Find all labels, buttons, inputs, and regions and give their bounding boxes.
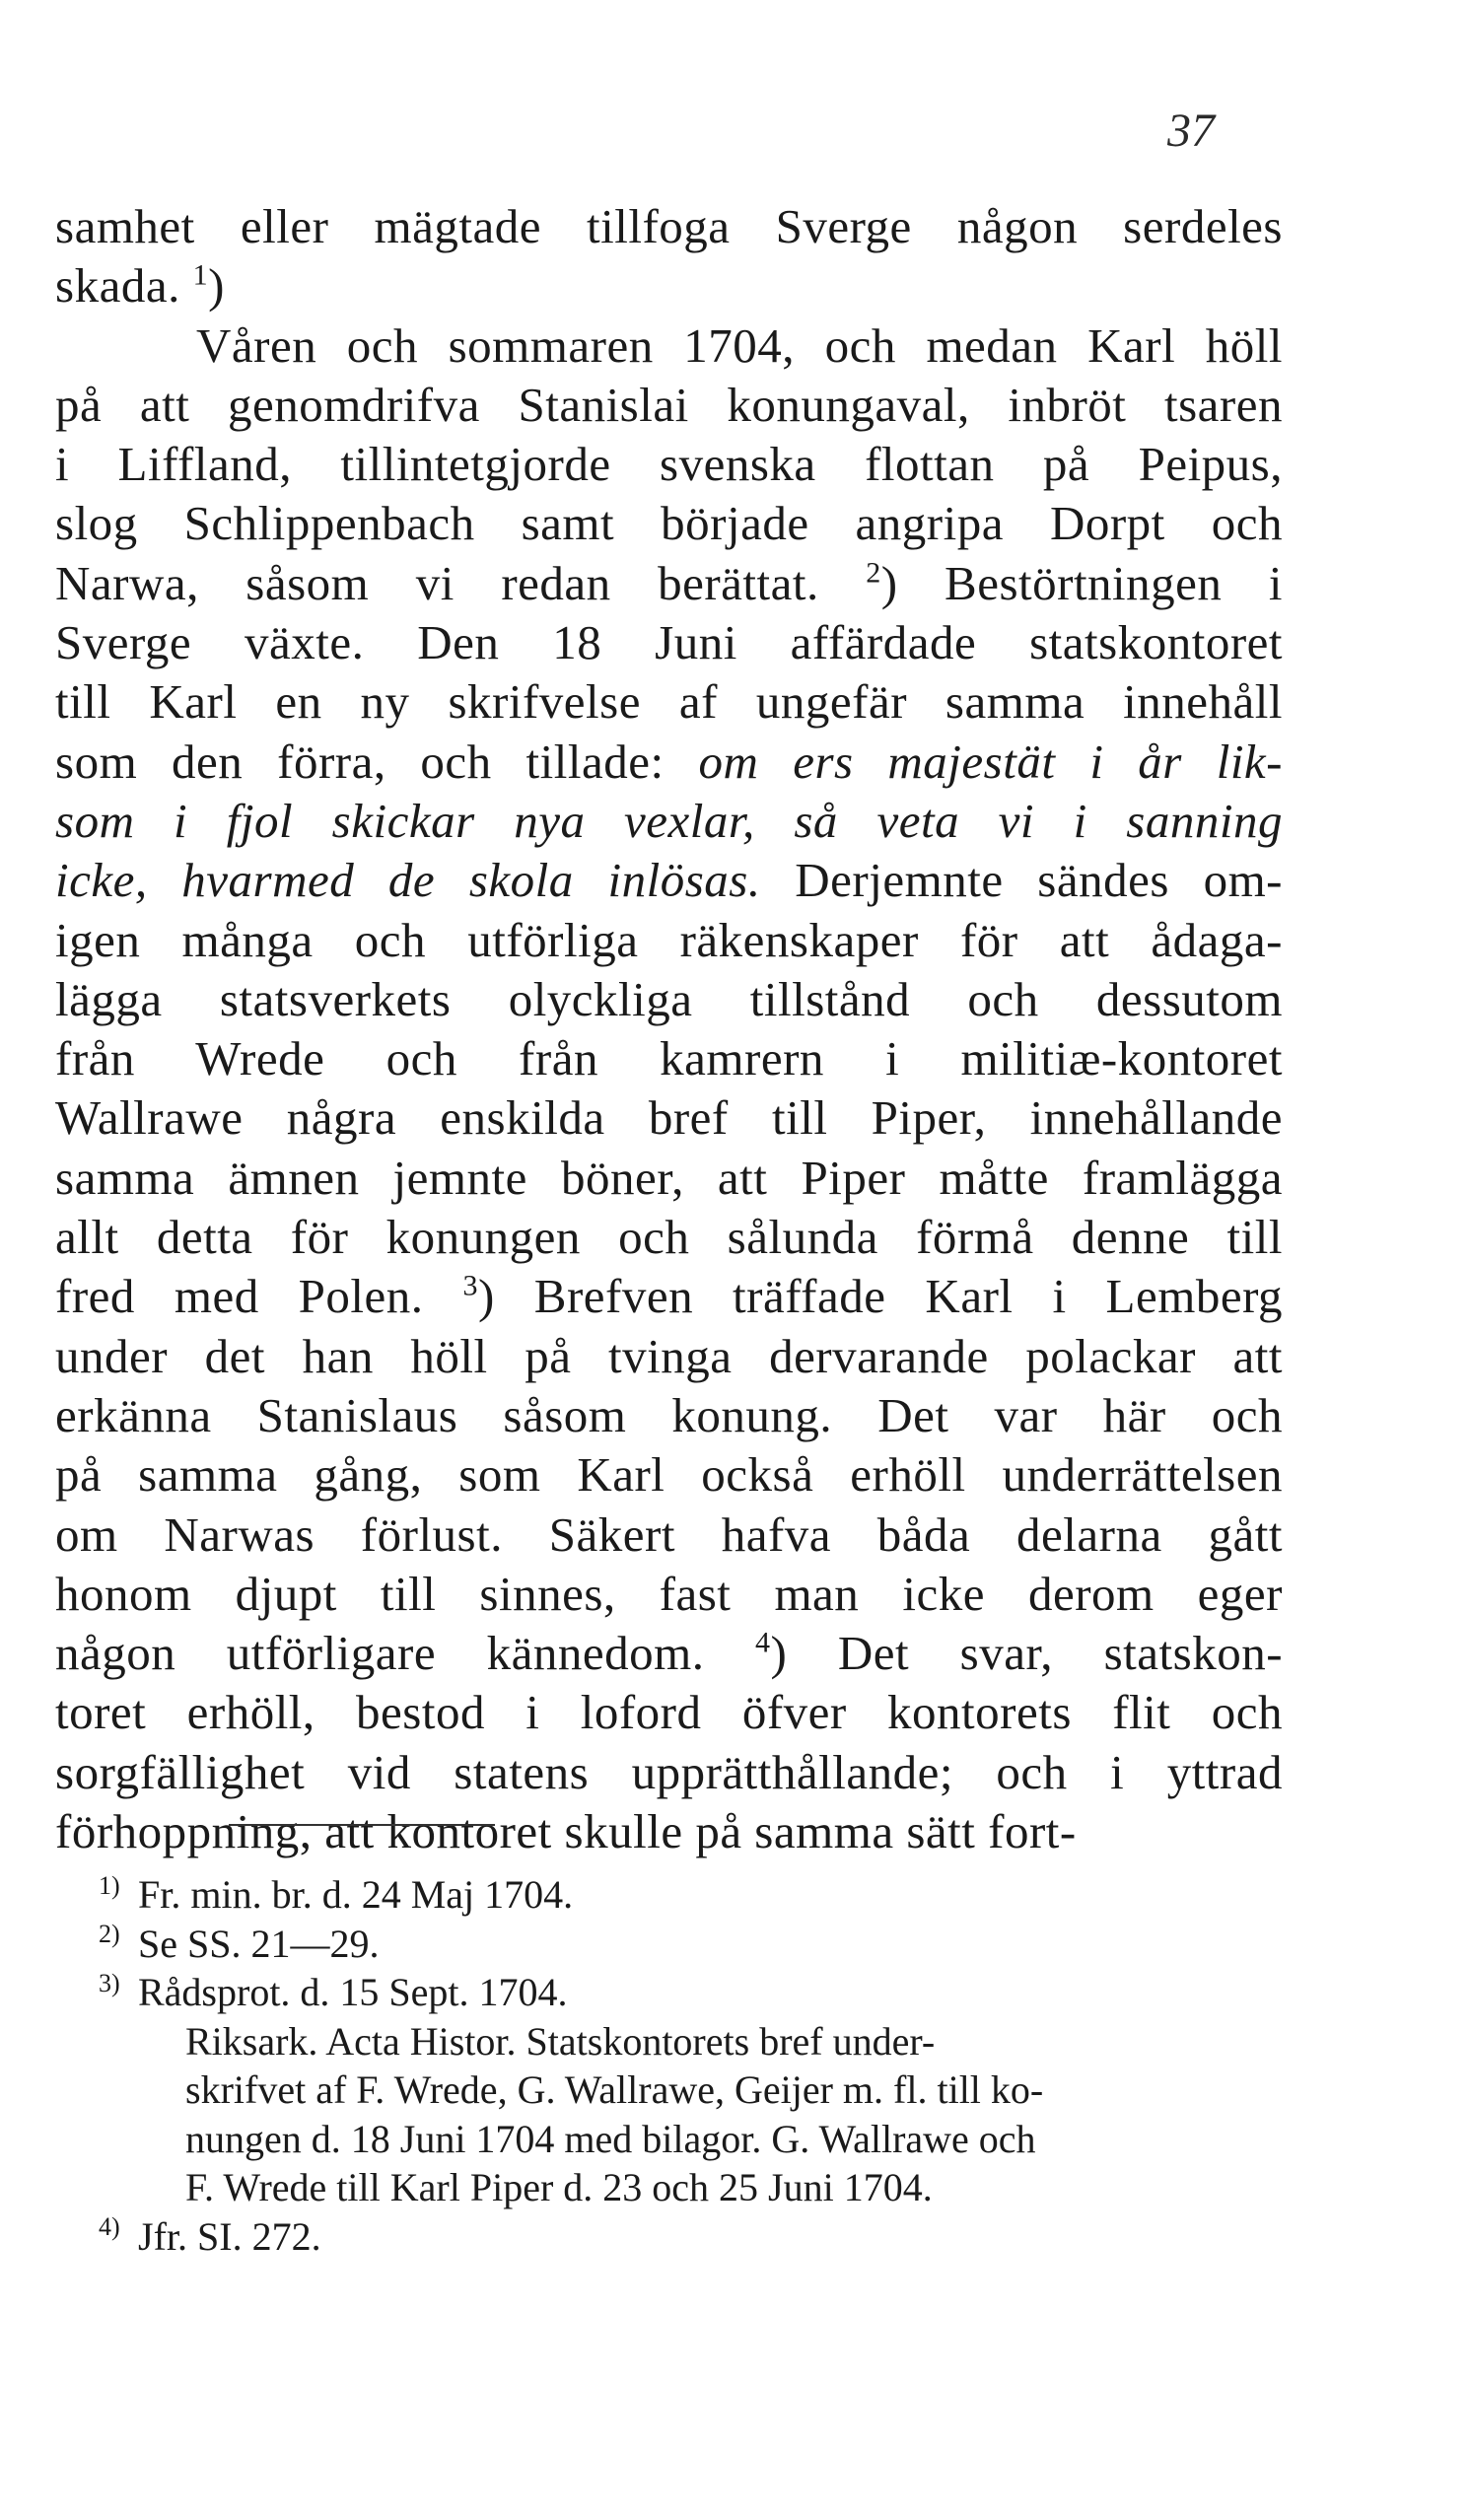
text-line bbox=[55, 197, 1283, 256]
text-segment: på att genomdrifva Stanislai konungaval, inbröt tsaren bbox=[55, 377, 1283, 432]
footnote-text: skrifvet af F. Wrede, G. Wallrawe, Geijer m. fl. till ko- bbox=[185, 2067, 1044, 2112]
text-line bbox=[55, 1624, 1283, 1683]
text-segment: på samma gång, som Karl också erhöll underrättelsen bbox=[55, 1447, 1283, 1503]
text-segment: ) Det svar, statskon- bbox=[770, 1626, 1284, 1681]
text-line bbox=[55, 376, 1283, 435]
footnote-ref: 1 bbox=[192, 258, 209, 292]
text-segment: igen många och utförliga räkenskaper för att ådaga- bbox=[55, 912, 1283, 967]
quotation: som i fjol skickar nya vexlar, så veta vi i sanning bbox=[55, 793, 1283, 848]
text-line bbox=[55, 792, 1283, 851]
text-line bbox=[55, 316, 1283, 376]
footnote-text: Fr. min. br. d. 24 Maj 1704. bbox=[138, 1872, 574, 1917]
text-segment: som den förra, och tillade: bbox=[55, 734, 699, 789]
text-line bbox=[55, 672, 1283, 732]
text-segment: om Narwas förlust. Säkert hafva båda delarna gått bbox=[55, 1506, 1283, 1562]
text-segment: allt detta för konungen och sålunda förmå denne till bbox=[55, 1210, 1283, 1265]
text-segment: honom djupt till sinnes, fast man icke derom eger bbox=[55, 1566, 1283, 1621]
text-line bbox=[55, 1029, 1283, 1088]
text-segment: fred med Polen. bbox=[55, 1269, 463, 1324]
footnote-separator bbox=[229, 1824, 495, 1826]
text-segment: toret erhöll, bestod i loford öfver kontorets flit och bbox=[55, 1685, 1283, 1740]
text-segment: förhoppning, att kontoret skulle på samma sätt fort- bbox=[55, 1804, 1077, 1859]
text-segment: sorgfällighet vid statens upprätthållande; och i yttrad bbox=[55, 1744, 1283, 1799]
text-segment: ) Bestörtningen i bbox=[880, 555, 1283, 610]
text-line bbox=[55, 1088, 1283, 1148]
footnote: 3) Rådsprot. d. 15 Sept. 1704. bbox=[99, 1968, 568, 2014]
text-line bbox=[55, 1327, 1283, 1386]
text-segment: erkänna Stanislaus såsom konung. Det var här och bbox=[55, 1387, 1283, 1442]
quotation: om ers majestät i år lik- bbox=[698, 734, 1283, 789]
text-segment: någon utförligare kännedom. bbox=[55, 1626, 755, 1681]
text-line bbox=[55, 494, 1283, 553]
text-segment: samma ämnen jemnte böner, att Piper måtte framlägga bbox=[55, 1150, 1283, 1205]
text-line bbox=[55, 613, 1283, 672]
page-number: 37 bbox=[1167, 105, 1215, 157]
text-line bbox=[55, 1743, 1283, 1802]
text-segment: under det han höll på tvinga dervarande polackar att bbox=[55, 1328, 1283, 1383]
text-segment: Våren och sommaren 1704, och medan Karl höll bbox=[196, 317, 1283, 373]
quotation: icke, hvarmed de skola inlösas. bbox=[55, 853, 761, 908]
footnote-ref: 3 bbox=[462, 1270, 478, 1303]
text-segment: ) bbox=[208, 258, 225, 314]
text-segment: slog Schlippenbach samt började angripa Dorpt och bbox=[55, 496, 1283, 551]
text-line bbox=[55, 733, 1283, 792]
footnote-text: nungen d. 18 Juni 1704 med bilagor. G. Wallrawe och bbox=[185, 2116, 1036, 2161]
text-line bbox=[55, 1386, 1283, 1445]
text-line bbox=[55, 1149, 1283, 1208]
footnote-text: Rådsprot. d. 15 Sept. 1704. bbox=[138, 1970, 568, 2014]
text-line bbox=[55, 1683, 1283, 1742]
text-line bbox=[55, 1267, 1283, 1326]
text-line bbox=[55, 970, 1283, 1029]
text-segment: till Karl en ny skrifvelse af ungefär samma innehåll bbox=[55, 674, 1283, 730]
text-segment: Narwa, såsom vi redan berättat. bbox=[55, 555, 867, 610]
text-segment: ) Brefven träffade Karl i Lemberg bbox=[478, 1269, 1284, 1324]
text-line bbox=[55, 256, 1283, 315]
text-line bbox=[55, 435, 1283, 494]
text-segment: Wallrawe några enskilda bref till Piper, innehållande bbox=[55, 1090, 1283, 1146]
text-line bbox=[55, 851, 1283, 910]
footnote bbox=[99, 2065, 1301, 2115]
text-line bbox=[55, 1505, 1283, 1565]
footnotes bbox=[99, 1870, 1301, 2261]
footnote-text: Riksark. Acta Histor. Statskontorets bref under- bbox=[185, 2018, 936, 2064]
footnote bbox=[99, 2115, 1301, 2164]
footnote: 4) Jfr. SI. 272. bbox=[99, 2212, 321, 2259]
footnote: 1) Fr. min. br. d. 24 Maj 1704. bbox=[99, 1870, 574, 1917]
text-line bbox=[55, 1445, 1283, 1505]
text-line bbox=[55, 1565, 1283, 1624]
text-segment: samhet eller mägtade tillfoga Sverge någon serdeles bbox=[55, 199, 1283, 253]
text-segment: från Wrede och från kamrern i militiæ-kontoret bbox=[55, 1031, 1283, 1086]
text-segment: skada. bbox=[55, 258, 193, 314]
text-segment: Sverge växte. Den 18 Juni affärdade statskontoret bbox=[55, 615, 1283, 670]
footnote-ref: 4 bbox=[755, 1626, 771, 1659]
footnote-text: F. Wrede till Karl Piper d. 23 och 25 Juni 1704. bbox=[185, 2165, 933, 2209]
text-segment: Derjemnte sändes om- bbox=[760, 853, 1283, 908]
text-segment: i Liffland, tillintetgjorde svenska flottan på Peipus, bbox=[55, 437, 1283, 492]
text-line bbox=[55, 554, 1283, 613]
text-line bbox=[55, 1208, 1283, 1267]
footnote-text: Jfr. SI. 272. bbox=[138, 2213, 321, 2259]
footnote-ref: 2 bbox=[866, 556, 881, 590]
footnote-text: Se SS. 21—29. bbox=[138, 1921, 380, 1966]
text-line bbox=[55, 1802, 1283, 1861]
footnote bbox=[99, 2163, 1301, 2212]
text-segment: lägga statsverkets olyckliga tillstånd och dessutom bbox=[55, 971, 1283, 1026]
text-line bbox=[55, 911, 1283, 970]
body-text bbox=[55, 197, 1283, 1861]
footnote bbox=[99, 2017, 1301, 2066]
footnote: 2) Se SS. 21—29. bbox=[99, 1920, 380, 1966]
